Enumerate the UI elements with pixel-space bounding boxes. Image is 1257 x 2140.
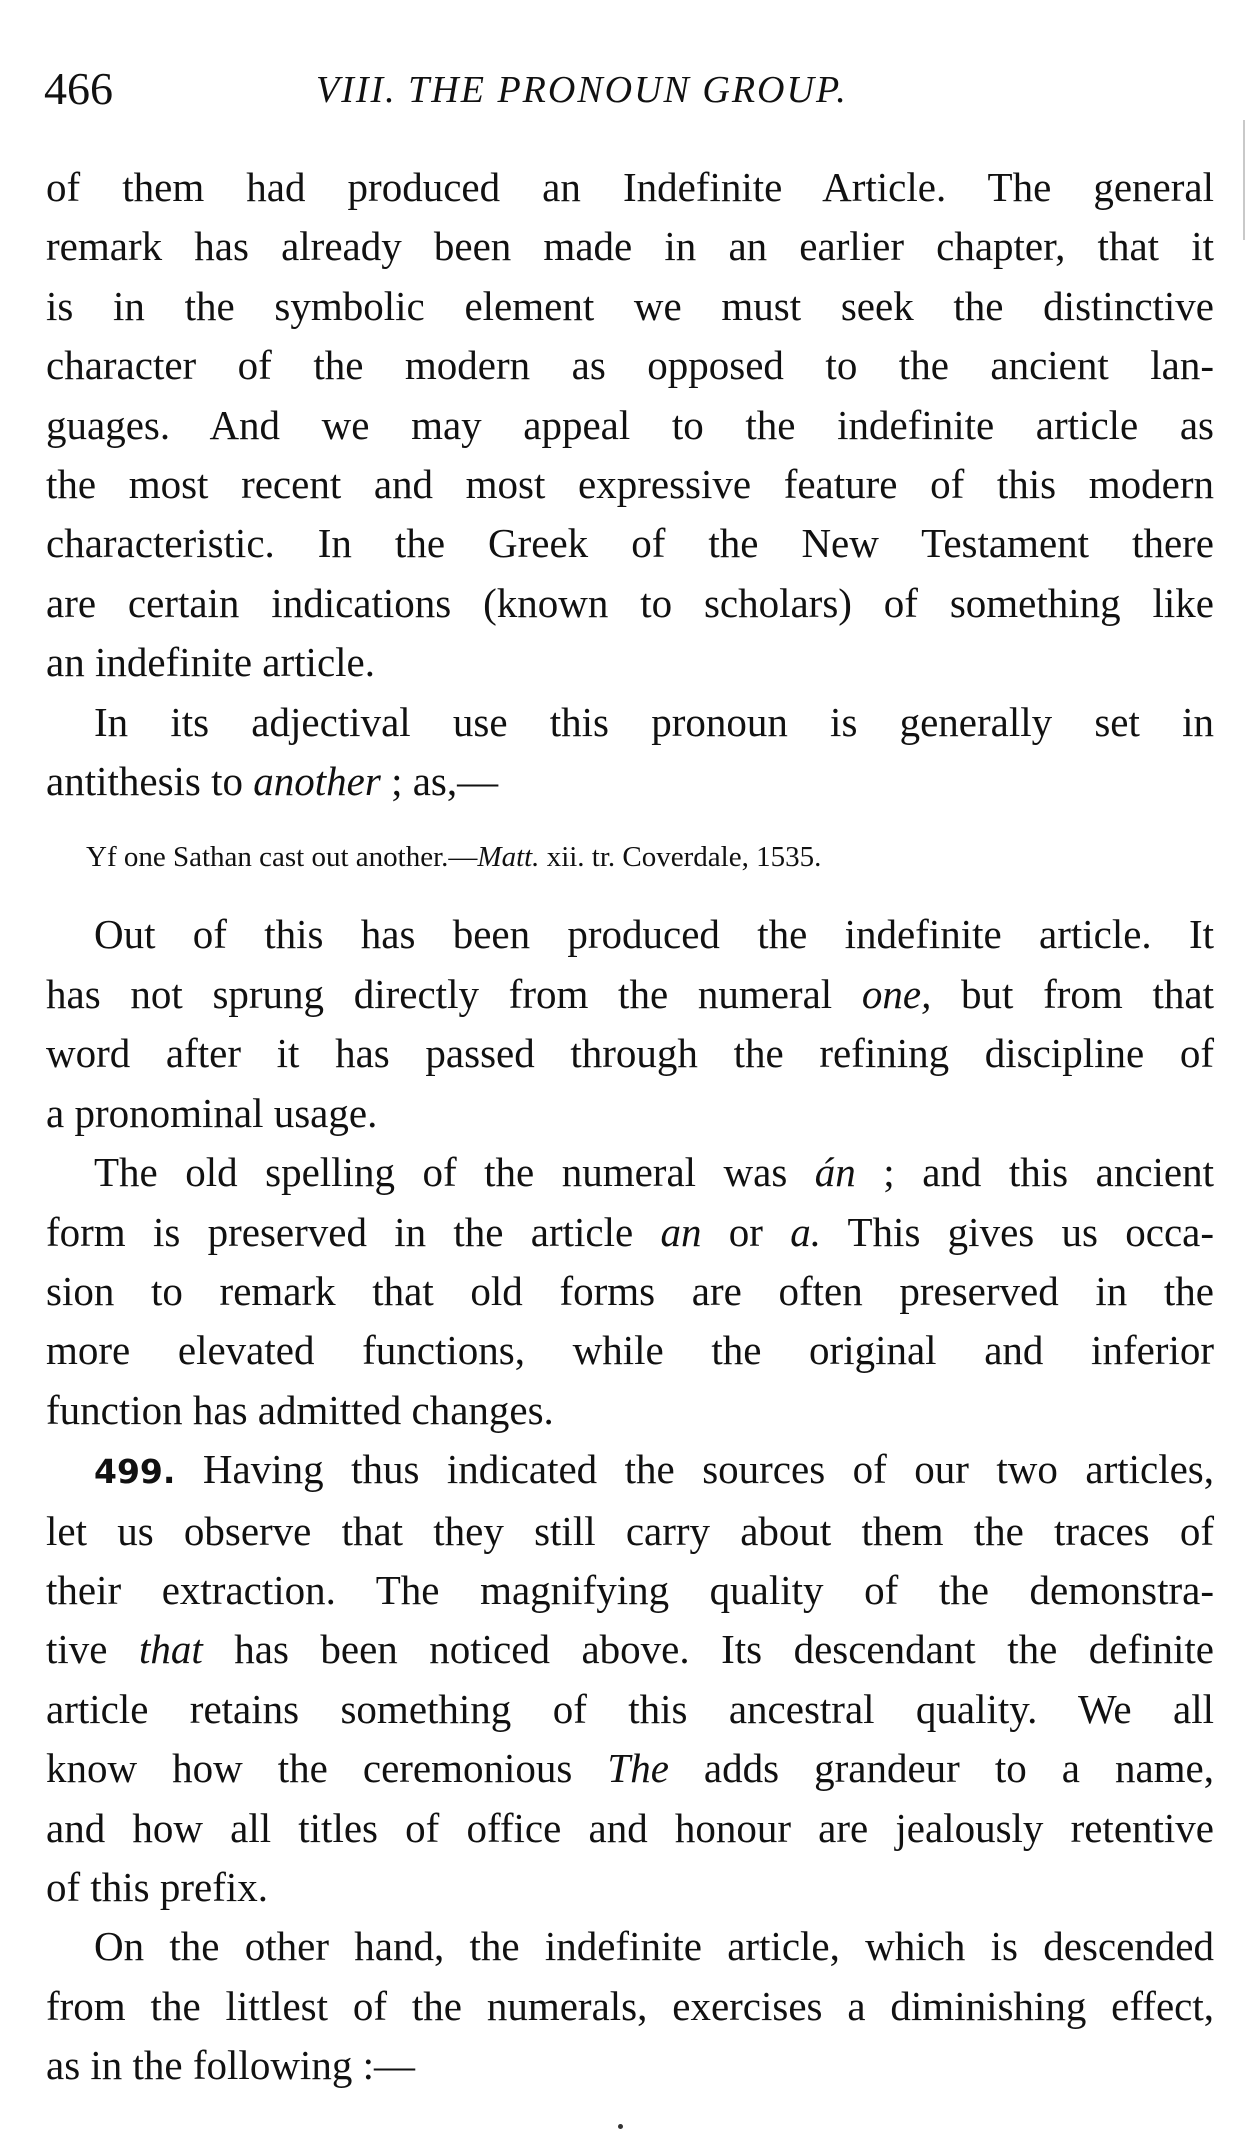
text-line [46,965,1214,1024]
text-line: In its adjectival use this pronoun is generally set in [94,698,1214,745]
text-segment: Having thus indicated the sources of our two articles, [175,1446,1214,1493]
paragraph-2 [46,693,1214,812]
text-line [46,752,1214,811]
text-segment: form is preserved in the article [46,1208,661,1255]
text-line: of them had produced an Indefinite Article. The general [46,164,1214,210]
paragraph-1 [46,158,1214,693]
section-number: 499. [94,1452,176,1492]
paragraph-5 [46,1440,1214,1917]
italic-term: an [660,1208,702,1255]
quote-source: Matt. [477,841,540,874]
italic-term: The [607,1745,669,1792]
text-line: and how all titles of office and honour are jealously retentive [46,1804,1214,1851]
paragraph-3 [46,905,1214,1143]
text-line: an indefinite article. [46,639,375,686]
margin-rule [1243,120,1245,240]
text-line: the most recent and most expressive feature of this modern [46,461,1214,508]
text-line: word after it has passed through the refining discipline of [46,1030,1214,1077]
text-line: guages. And we may appeal to the indefinite article as [46,401,1214,448]
text-segment: ; and this ancient [855,1149,1214,1196]
text-segment: adds grandeur to a name, [668,1745,1214,1792]
text-line: is in the symbolic element we must seek the distinctive [46,282,1214,329]
text-line: are certain indications (known to scholars) of something like [46,579,1214,626]
text-segment: know how the ceremonious [46,1745,608,1792]
text-line: of this prefix. [46,1863,269,1910]
text-line: Out of this has been produced the indefinite article. It [94,911,1214,958]
ink-mark [618,2124,623,2129]
text-segment: tive [46,1626,139,1673]
text-line [46,1440,1214,1501]
text-line [46,1620,1214,1679]
text-line: more elevated functions, while the original and inferior [46,1327,1214,1374]
text-line: characteristic. In the Greek of the New Testament there [46,520,1214,567]
quote-reference: xii. tr. Coverdale, 1535. [539,841,822,874]
text-segment: This gives us occa- [820,1208,1214,1255]
text-segment: or [701,1208,791,1255]
citation-quote [86,837,1214,877]
text-line: a pronominal usage. [46,1089,378,1136]
text-line [46,1739,1214,1798]
text-line: as in the following :— [46,2042,415,2089]
italic-term: another [253,758,381,805]
italic-term: án [814,1149,856,1196]
page-header [44,62,1224,122]
text-line: sion to remark that old forms are often preserved in the [46,1267,1214,1314]
text-segment: ; as,— [380,758,499,805]
paragraph-6 [46,1917,1214,2095]
text-line: character of the modern as opposed to the ancient lan- [46,342,1214,389]
text-line: remark has already been made in an earlier chapter, that it [46,223,1214,270]
running-head: VIII. THE PRONOUN GROUP. [316,69,848,111]
quote-text: Yf one Sathan cast out another.— [86,841,478,874]
text-line: their extraction. The magnifying quality of the demonstra- [46,1566,1214,1613]
text-segment: has been noticed above. Its descendant the definite [202,1626,1214,1673]
italic-term: one, [861,970,932,1017]
text-line: On the other hand, the indefinite article, which is descended [94,1923,1214,1970]
text-line: let us observe that they still carry about them the traces of [46,1507,1214,1554]
italic-term: that [138,1626,203,1673]
italic-term: a. [790,1208,821,1255]
paragraph-4 [46,1143,1214,1440]
text-segment: has not sprung directly from the numeral [46,970,862,1017]
text-segment: antithesis to [46,758,254,805]
text-line: article retains something of this ancestral quality. We all [46,1685,1214,1732]
text-segment: but from that [931,970,1214,1017]
text-segment: The old spelling of the numeral was [94,1149,815,1196]
page-number: 466 [44,63,113,114]
body-text [46,158,1214,2096]
text-line: from the littlest of the numerals, exercises a diminishing effect, [46,1982,1214,2029]
text-line [46,1203,1214,1262]
text-line [46,1143,1214,1202]
text-line: function has admitted changes. [46,1386,554,1433]
